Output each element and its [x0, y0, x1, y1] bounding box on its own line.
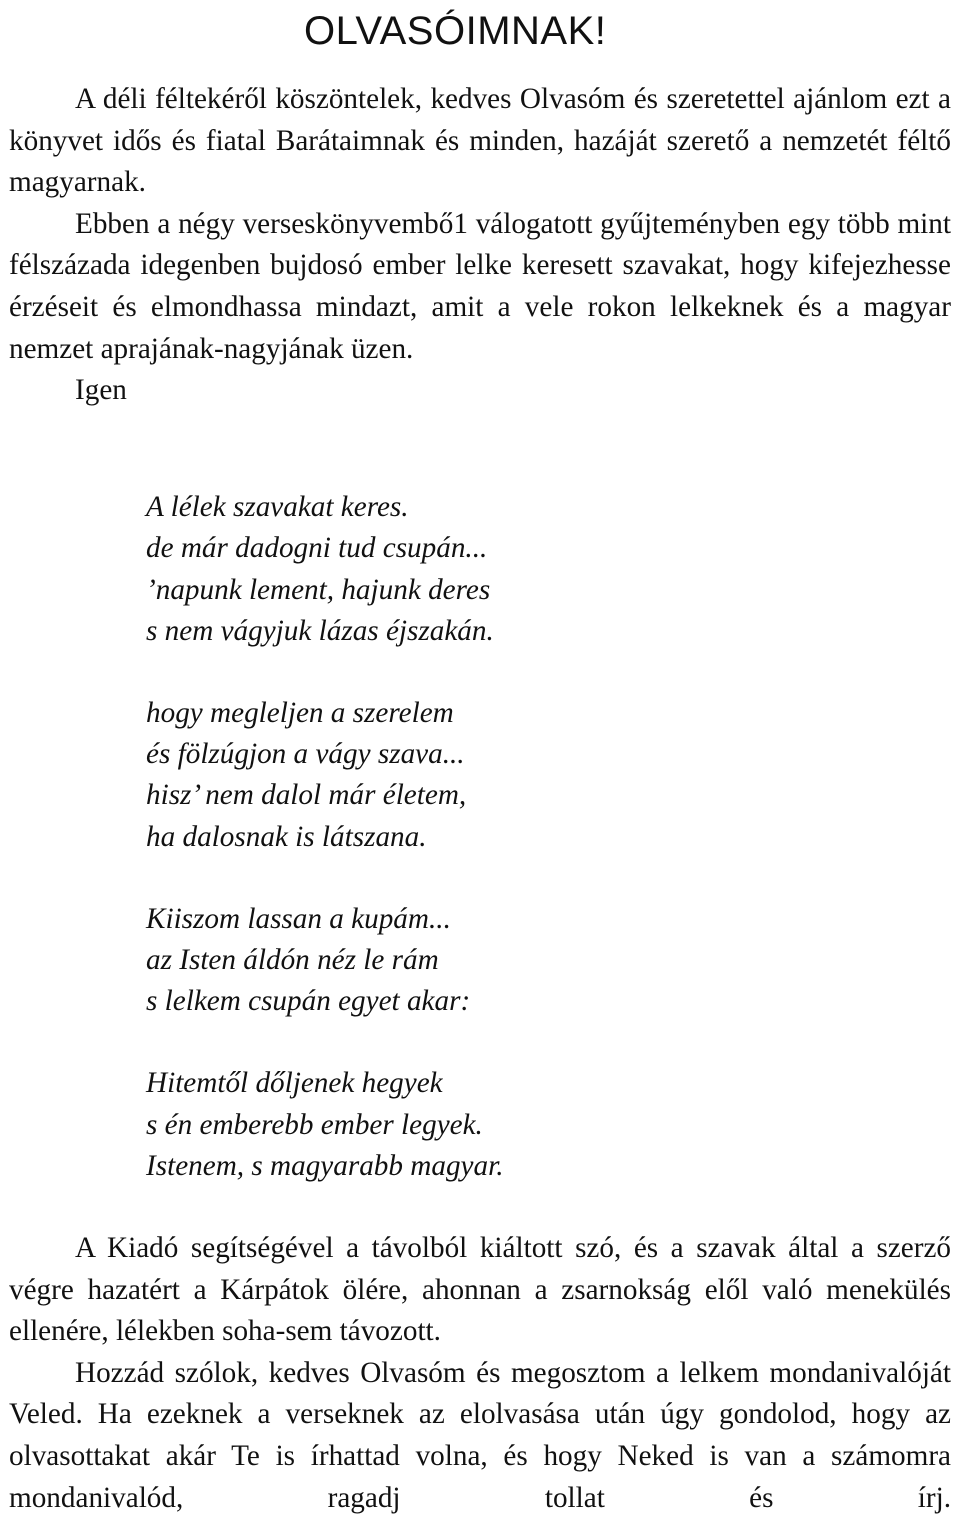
page-title: OLVASÓIMNAK!	[304, 9, 607, 53]
poem-line: hogy megleljen a szerelem	[146, 696, 454, 729]
closing-section	[9, 1228, 951, 1519]
closing-paragraph: Hozzád szólok, kedves Olvasóm és megosztom a lelkem mondanivalóját Veled. Ha ezeknek a verseknek az elolvasása után úgy gondolod, hogy az olvasottakat akár Te is írhattad volna, és hogy Neked is van a számomra mondanivalód, ragadj tollat és írj.	[9, 1356, 951, 1514]
intro-section	[9, 79, 951, 412]
poem-line: hisz’ nem dalol már életem,	[146, 779, 467, 812]
poem-line: Istenem, s magyarabb magyar.	[146, 1149, 504, 1182]
poem-line: A lélek szavakat keres.	[146, 491, 409, 523]
poem-stanza	[146, 899, 846, 1023]
poem-line: de már dadogni tud csupán...	[146, 532, 488, 565]
poem-stanza	[146, 693, 846, 858]
poem-line: ’napunk lement, hajunk deres	[146, 573, 491, 606]
poem-line: az Isten áldón néz le rám	[146, 944, 439, 977]
intro-paragraph: Igen	[75, 374, 127, 407]
poem-line: s lelkem csupán egyet akar:	[146, 985, 471, 1018]
poem	[146, 487, 846, 1187]
poem-line: s én emberebb ember legyek.	[146, 1108, 483, 1141]
poem-line: Hitemtől dőljenek hegyek	[146, 1067, 443, 1100]
poem-line: s nem vágyjuk lázas éjszakán.	[146, 614, 494, 647]
intro-paragraph: Ebben a négy verseskönyvembő1 válogatott gyűjteményben egy több mint félszázada idegenben bujdosó ember lelke keresett szavakat, hogy kifejezhesse érzéseit és elmondhassa mindazt, amit a vele rokon lelkeknek és a magyar nemzet aprajának-nagyjának üzen.	[9, 207, 951, 365]
poem-line: ha dalosnak is látszana.	[146, 820, 427, 853]
closing-paragraph: A Kiadó segítségével a távolból kiáltott szó, és a szavak által a szerző végre hazatért a Kárpátok ölére, ahonnan a zsarnokság elől való menekülés ellenére, lélekben soha-sem távozott.	[9, 1232, 951, 1348]
poem-stanza	[146, 1063, 846, 1187]
poem-stanza	[146, 487, 846, 652]
intro-paragraph: A déli féltekéről köszöntelek, kedves Olvasóm és szeretettel ajánlom ezt a könyvet idős és fiatal Barátaimnak és minden, hazáját szerető a nemzetét féltő magyarnak.	[9, 83, 951, 199]
poem-line: és fölzúgjon a vágy szava...	[146, 738, 465, 771]
poem-line: Kiiszom lassan a kupám...	[146, 902, 451, 935]
